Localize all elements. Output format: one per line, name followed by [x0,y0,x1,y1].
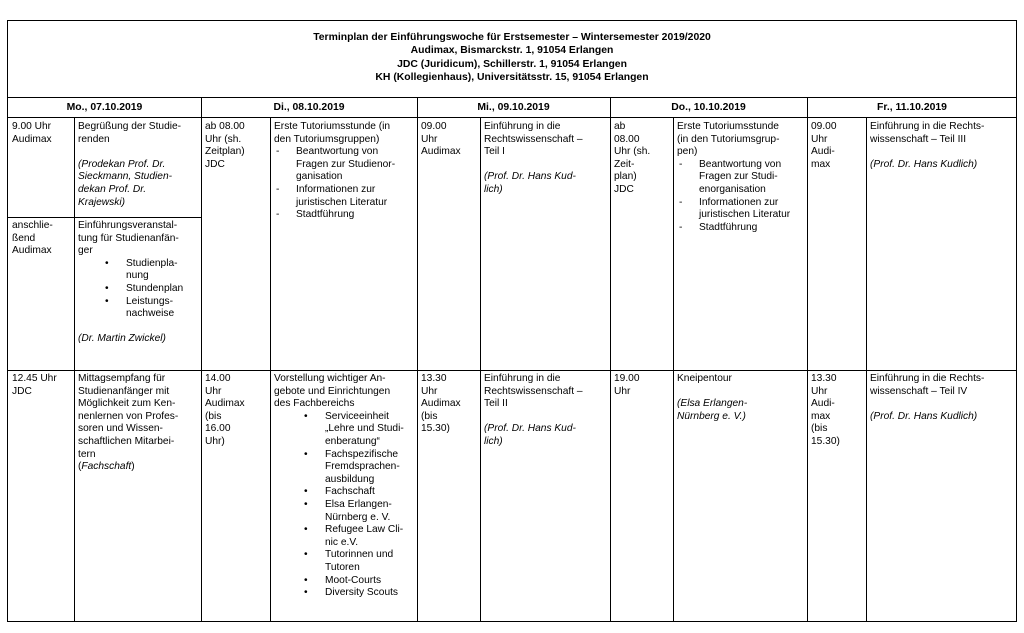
list-item: - Beantwortung von Fragen zur Studienor- ganisation [276,146,396,183]
day-header-row [8,98,1016,118]
di-event-tutorial: Erste Tutoriumsstunde (in den Tutoriumsgruppen) - Beantwortung von Fragen zur Studienor- ganisation - Informationen zur juristischen Literatur - Stadtführung [270,118,417,222]
list-item: • Refugee Law Cli- nic e.V. [304,524,404,548]
do-time-1: ab 08.00 Uhr (sh. Zeit- plan) JDC [614,121,651,195]
list-item: • Elsa Erlangen- Nürnberg e. V. [304,498,392,523]
day-divider [201,98,202,622]
mo-time-3: 12.45 Uhr JDC [12,373,57,397]
mi-event-lecture-1: Einführung in die Rechtswissenschaft – Teil I (Prof. Dr. Hans Kud- lich) [484,121,583,195]
day-tuesday: Di., 08.10.2019 [273,102,345,113]
mo-time-1: 9.00 Uhr Audimax [12,121,52,145]
mi-time-2: 13.30 Uhr Audimax (bis 15.30) [421,373,461,435]
day-wednesday: Mi., 09.10.2019 [477,102,550,113]
schedule-header [8,21,1016,98]
do-event-pubcrawl: Kneipentour (Elsa Erlangen- Nürnberg e. V.) [677,373,748,422]
day-monday: Mo., 07.10.2019 [66,102,143,113]
list-item: - Stadtführung [276,209,355,221]
mo-time-2: anschlie- ßend Audimax [12,220,53,257]
list-item: • Leistungs- nachweise [105,295,175,320]
schedule-table [7,20,1017,622]
day-friday: Fr., 11.10.2019 [877,102,947,113]
day-divider [807,98,808,622]
di-time-1: ab 08.00 Uhr (sh. Zeitplan) JDC [205,121,245,170]
fr-event-lecture-3: Einführung in die Rechts- wissenschaft – Teil III (Prof. Dr. Hans Kudlich) [870,121,985,170]
list-item: • Diversity Scouts [304,587,399,599]
list-item: - Informationen zur juristischen Literatur [679,196,791,221]
list-item: • Tutorinnen und Tutoren [304,549,394,573]
list-item: - Stadtführung [679,221,758,233]
do-event-tutorial: Erste Tutoriumsstunde (in den Tutoriumsgrup- pen) - Beantwortung von Fragen zur Studi- enorganisation - Informationen zur juristischen Literatur - Stadtführung [673,118,807,234]
fr-time-1: 09.00 Uhr Audi- max [811,121,837,170]
location-jdc: JDC (Juridicum), Schillerstr. 1, 91054 Erlangen [397,58,627,70]
list-item: • Serviceeinheit „Lehre und Studi- enberatung“ [304,410,404,447]
fr-time-2: 13.30 Uhr Audi- max (bis 15.30) [811,373,840,447]
list-item: • Fachspezifische Fremdsprachen- ausbildung [304,448,400,485]
list-item: • Moot-Courts [304,574,382,586]
di-event-presentation: Vorstellung wichtiger An- gebote und Einrichtungen des Fachbereichs • Serviceeinheit „Lehre und Studi- enberatung“ • Fachspezifische Fremdsprachen- ausbildung • Fachschaft • Elsa Erlangen- Nürnberg e. V. • Refugee Law Cli- nic e.V. • Tutorinnen und Tutoren • Moot-Courts • Diversity Scouts [270,370,417,600]
list-item: • Stundenplan [105,282,184,294]
mo-event-intro: Einführungsveranstal- tung für Studienanfän- ger • Studienpla- nung • Stundenplan • Leistungs- nachweise (Dr. Martin Zwickel) [74,217,201,346]
mi-event-lecture-2: Einführung in die Rechtswissenschaft – Teil II (Prof. Dr. Hans Kud- lich) [484,373,583,447]
do-time-2: 19.00 Uhr [614,373,640,397]
mo-event-reception: Mittagsempfang für Studienanfänger mit Möglichkeit zum Ken- nenlernen von Profes- soren und Wissen- schaftlichen Mitarbei- tern (Fachschaft) [78,373,179,473]
mo-event-welcome: Begrüßung der Studie- renden (Prodekan Prof. Dr. Sieckmann, Studien- dekan Prof. Dr. Krajewski) [78,121,182,208]
list-item: • Fachschaft [304,486,375,498]
fr-event-lecture-4: Einführung in die Rechts- wissenschaft – Teil IV (Prof. Dr. Hans Kudlich) [870,373,985,422]
location-kh: KH (Kollegienhaus), Universitätsstr. 15, 91054 Erlangen [375,72,649,84]
location-audimax: Audimax, Bismarckstr. 1, 91054 Erlangen [410,45,614,57]
list-item: - Beantwortung von Fragen zur Studi- enorganisation [679,158,782,195]
schedule-title: Terminplan der Einführungswoche für Erstsemester – Wintersemester 2019/2020 [313,32,711,43]
mi-time-1: 09.00 Uhr Audimax [421,121,461,158]
list-item: - Informationen zur juristischen Literatur [276,183,388,208]
di-time-2: 14.00 Uhr Audimax (bis 16.00 Uhr) [205,373,245,447]
day-divider [417,98,418,622]
list-item: • Studienpla- nung [105,257,178,282]
day-thursday: Do., 10.10.2019 [671,102,746,113]
